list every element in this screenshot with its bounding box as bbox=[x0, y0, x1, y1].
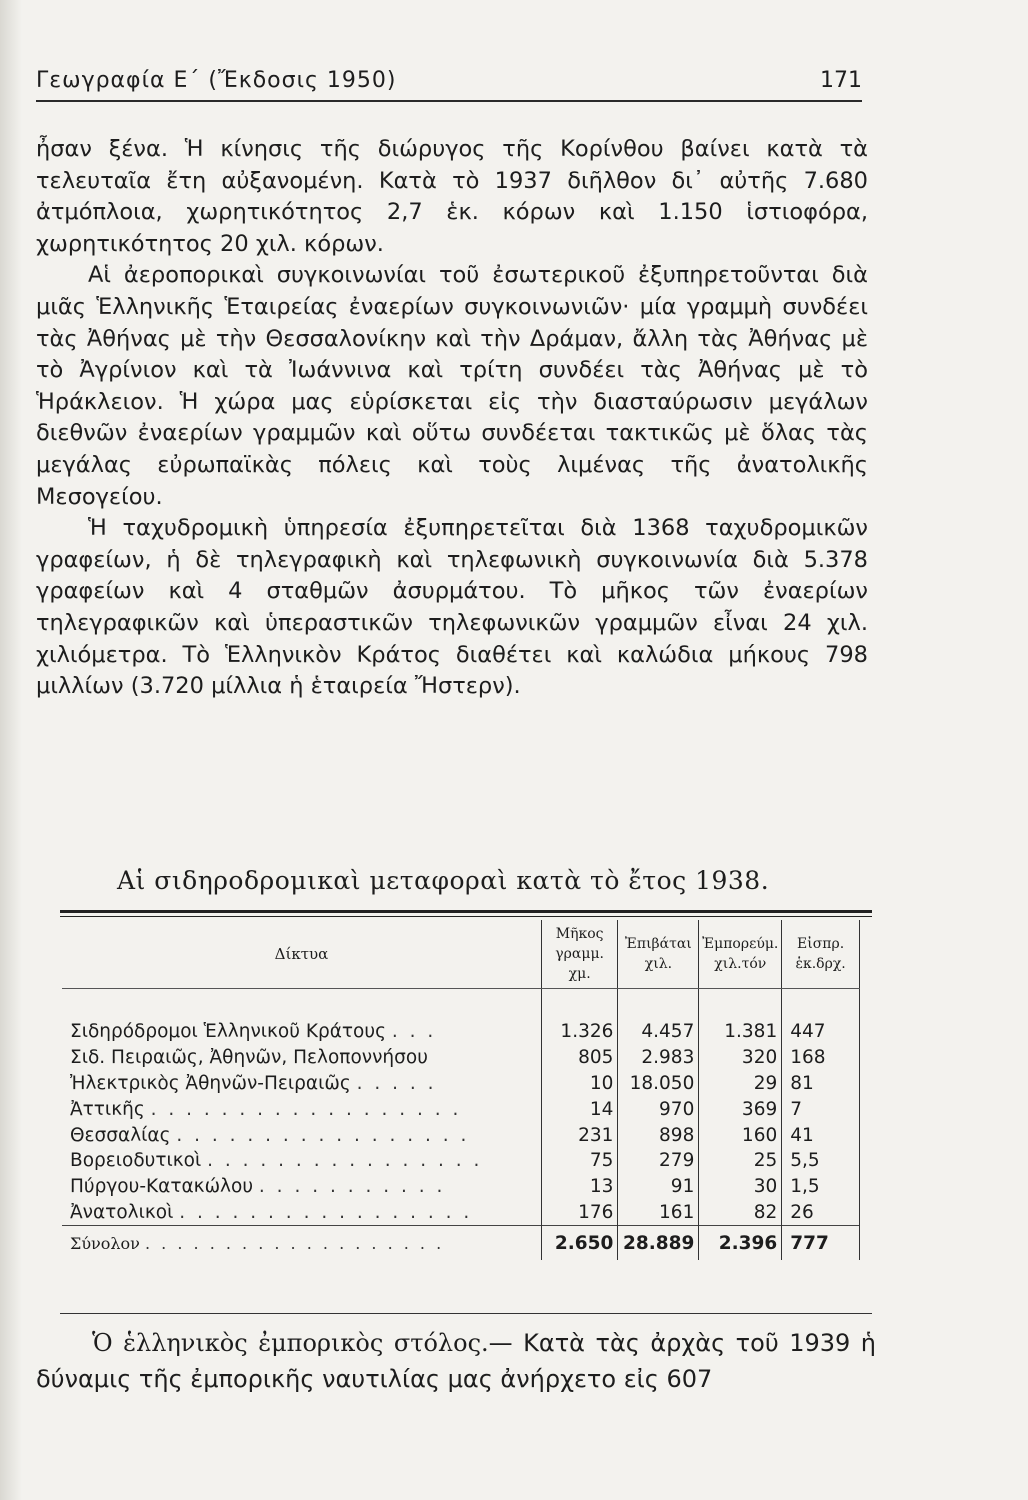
cell-length: 805 bbox=[541, 1045, 617, 1071]
table-spacer-row bbox=[62, 989, 860, 1020]
row-name: Ἀνατολικοὶ bbox=[70, 1201, 174, 1223]
cell-freight: 160 bbox=[699, 1122, 782, 1148]
table-header-row bbox=[62, 920, 860, 989]
table-row bbox=[62, 1122, 860, 1148]
leader-dots: . . . bbox=[391, 1021, 437, 1043]
table-top-rule-thin bbox=[60, 916, 872, 917]
cell-passengers: 161 bbox=[618, 1200, 699, 1226]
leader-dots: . . . . . . . . . . . . . . . . bbox=[207, 1150, 483, 1172]
total-passengers: 28.889 bbox=[618, 1226, 699, 1261]
running-head-title: Γεωγραφία Ε΄ (Ἔκδοσις 1950) bbox=[36, 68, 397, 93]
row-name: Πύργου-Κατακώλου bbox=[70, 1176, 254, 1198]
header-length: Μῆκος γραμμ. χμ. bbox=[541, 920, 617, 989]
leader-dots: . . . . . bbox=[356, 1072, 437, 1094]
table-row bbox=[62, 1045, 860, 1071]
paragraph-corinth-canal: ἦσαν ξένα. Ἡ κίνησις τῆς διώρυγος τῆς Κορίνθου βαίνει κατὰ τὰ τελευταῖα ἔτη αὐξανομένη. Κατὰ τὸ 1937 διῆλθον δι᾿ αὐτῆς 7.680 ἀτμόπλοια, χωρητικότητος 2,7 ἑκ. κόρων καὶ 1.150 ἱστιοφόρα, χωρητικότητος 20 χιλ. κόρων. bbox=[36, 136, 868, 257]
section-text: — Κατὰ τὰς ἀρχὰς τοῦ 1939 ἡ δύναμις τῆς ἐμπορικῆς ναυτιλίας μας ἀνήρχετο εἰς 607 bbox=[36, 1329, 876, 1393]
cell-freight: 369 bbox=[699, 1096, 782, 1122]
total-label: Σύνολον bbox=[70, 1233, 140, 1253]
total-freight: 2.396 bbox=[699, 1226, 782, 1261]
row-name: Ἀττικῆς bbox=[70, 1098, 145, 1120]
header-passengers: Ἐπιβάται χιλ. bbox=[618, 920, 699, 989]
cell-revenue: 81 bbox=[782, 1071, 860, 1097]
leader-dots: . . . . . . . . . . . . . . . . . bbox=[179, 1201, 473, 1223]
cell-length: 1.326 bbox=[541, 1019, 617, 1045]
section-heading: Ὁ ἑλληνικὸς ἐμπορικὸς στόλος. bbox=[92, 1329, 489, 1357]
table-row bbox=[62, 1096, 860, 1122]
table-row bbox=[62, 1200, 860, 1226]
cell-length: 10 bbox=[541, 1071, 617, 1097]
page-number: 171 bbox=[820, 68, 862, 93]
leader-dots: . . . . . . . . . . . . . . . . . bbox=[176, 1124, 470, 1146]
cell-length: 13 bbox=[541, 1174, 617, 1200]
row-name: Βορειοδυτικοὶ bbox=[70, 1150, 202, 1172]
table-row bbox=[62, 1148, 860, 1174]
header-network: Δίκτυα bbox=[62, 920, 541, 989]
page-gutter-shadow bbox=[0, 0, 22, 1500]
table-bottom-rule bbox=[60, 1313, 872, 1314]
table-row bbox=[62, 1174, 860, 1200]
cell-passengers: 4.457 bbox=[618, 1019, 699, 1045]
table-top-rule bbox=[60, 910, 872, 913]
cell-revenue: 5,5 bbox=[782, 1148, 860, 1174]
cell-passengers: 18.050 bbox=[618, 1071, 699, 1097]
cell-length: 176 bbox=[541, 1200, 617, 1226]
cell-revenue: 41 bbox=[782, 1122, 860, 1148]
cell-revenue: 7 bbox=[782, 1096, 860, 1122]
header-freight: Ἐμπορεύμ. χιλ.τόν bbox=[699, 920, 782, 989]
cell-freight: 1.381 bbox=[699, 1019, 782, 1045]
row-name: Θεσσαλίας bbox=[70, 1124, 171, 1146]
row-name: Σιδηρόδρομοι Ἑλληνικοῦ Κράτους bbox=[70, 1021, 386, 1043]
row-name: Σιδ. Πειραιῶς, Ἀθηνῶν, Πελοποννήσου bbox=[70, 1047, 428, 1069]
total-revenue: 777 bbox=[782, 1226, 860, 1261]
row-name: Ἠλεκτρικὸς Ἀθηνῶν-Πειραιῶς bbox=[70, 1072, 351, 1094]
running-head bbox=[36, 64, 862, 102]
paragraph-air-transport: Αἱ ἀεροπορικαὶ συγκοινωνίαι τοῦ ἐσωτερικοῦ ἐξυπηρετοῦνται διὰ μιᾶς Ἑλληνικῆς Ἑταιρείας ἐναερίων συγκοινωνιῶν· μία γραμμὴ συνδέει τὰς Ἀθήνας μὲ τὴν Θεσσαλονίκην καὶ τὴν Δράμαν, ἄλλη τὰς Ἀθήνας μὲ τὸ Ἀγρίνιον καὶ τὰ Ἰωάννινα καὶ τρίτη συνδέει τὰς Ἀθήνας μὲ τὸ Ἡράκλειον. Ἡ χώρα μας εὑρίσκεται εἰς τὴν διασταύρωσιν μεγάλων διεθνῶν ἐναερίων γραμμῶν καὶ οὕτω συνδέεται τακτικῶς μὲ ὅλας τὰς μεγάλας εὐρωπαϊκὰς πόλεις καὶ τοὺς λιμένας τῆς ἀνατολικῆς Μεσογείου. bbox=[36, 262, 868, 510]
cell-revenue: 447 bbox=[782, 1019, 860, 1045]
total-length: 2.650 bbox=[541, 1226, 617, 1261]
cell-length: 75 bbox=[541, 1148, 617, 1174]
railway-table bbox=[62, 920, 860, 1260]
cell-passengers: 970 bbox=[618, 1096, 699, 1122]
body-text bbox=[36, 134, 868, 703]
cell-length: 231 bbox=[541, 1122, 617, 1148]
cell-freight: 30 bbox=[699, 1174, 782, 1200]
paragraph-postal-service: Ἡ ταχυδρομικὴ ὑπηρεσία ἐξυπηρετεῖται διὰ 1368 ταχυδρομικῶν γραφείων, ἡ δὲ τηλεγραφικὴ καὶ τηλεφωνικὴ συγκοινωνία διὰ 5.378 γραφείων καὶ 4 σταθμῶν ἀσυρμάτου. Τὸ μῆκος τῶν ἐναερίων τηλεγραφικῶν καὶ ὑπεραστικῶν τηλεφωνικῶν γραμμῶν εἶναι 24 χιλ. χιλιόμετρα. Τὸ Ἑλληνικὸν Κράτος διαθέτει καὶ καλώδια μήκους 798 μιλλίων (3.720 μίλλια ἡ ἑταιρεία Ἤστερν). bbox=[36, 515, 868, 700]
leader-dots: . . . . . . . . . . . bbox=[258, 1176, 446, 1198]
table-title: Αἱ σιδηροδρομικαὶ μεταφοραὶ κατὰ τὸ ἔτος 1938. bbox=[117, 866, 770, 895]
cell-freight: 82 bbox=[699, 1200, 782, 1226]
cell-freight: 320 bbox=[699, 1045, 782, 1071]
cell-revenue: 26 bbox=[782, 1200, 860, 1226]
table-total-row bbox=[62, 1226, 860, 1261]
header-revenue: Εἰσπρ. ἑκ.δρχ. bbox=[782, 920, 860, 989]
cell-revenue: 1,5 bbox=[782, 1174, 860, 1200]
merchant-fleet-paragraph bbox=[36, 1325, 876, 1397]
leader-dots: . . . . . . . . . . . . . . . . . . . bbox=[145, 1233, 445, 1253]
cell-passengers: 279 bbox=[618, 1148, 699, 1174]
table-row bbox=[62, 1071, 860, 1097]
cell-freight: 25 bbox=[699, 1148, 782, 1174]
cell-length: 14 bbox=[541, 1096, 617, 1122]
cell-revenue: 168 bbox=[782, 1045, 860, 1071]
cell-passengers: 898 bbox=[618, 1122, 699, 1148]
leader-dots: . . . . . . . . . . . . . . . . . . bbox=[150, 1098, 462, 1120]
table-row bbox=[62, 1019, 860, 1045]
cell-freight: 29 bbox=[699, 1071, 782, 1097]
cell-passengers: 91 bbox=[618, 1174, 699, 1200]
cell-passengers: 2.983 bbox=[618, 1045, 699, 1071]
